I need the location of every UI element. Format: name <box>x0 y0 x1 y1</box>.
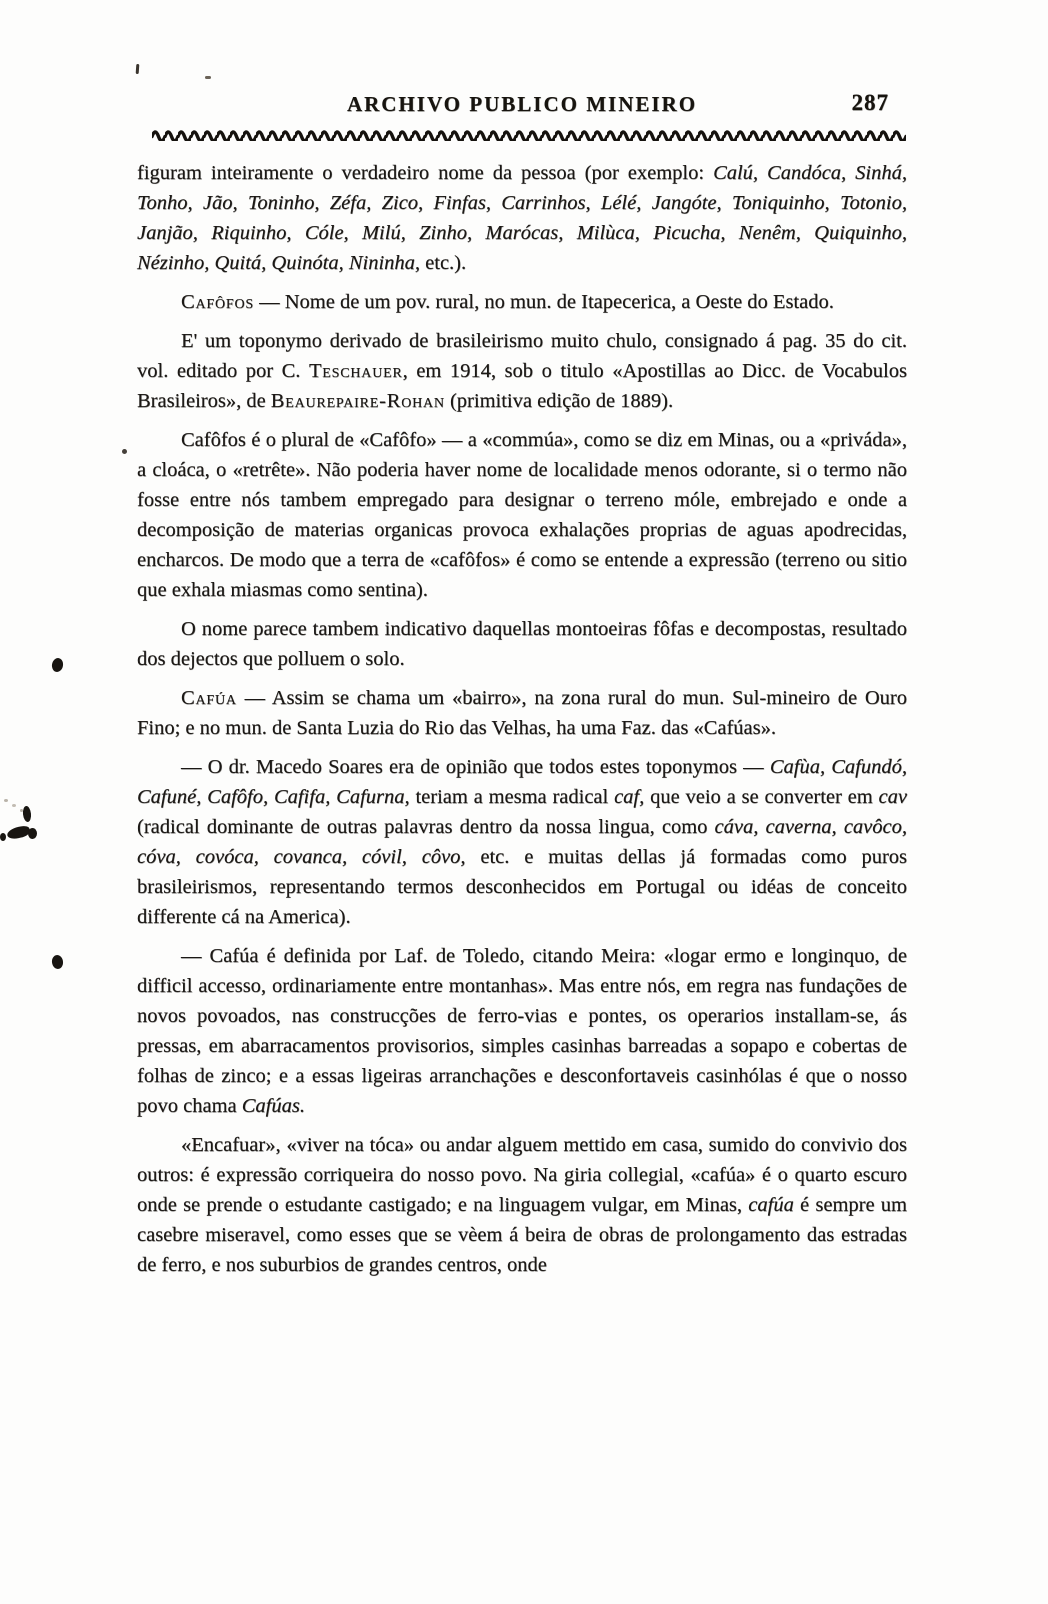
text-segment: Cafúas. <box>241 1095 305 1117</box>
text-segment: — Cafúa é definida por Laf. de Toledo, citando Meira: «logar ermo e longinquo, de difficil accesso, ordinariamente entre montanhas». Mas entre nós, em regra nas fundações de novos povoados, nas construcções de ferro-vias e pontes, os operarios installam-se, ás pressas, em abarracamentos provisorios, simples casinhas barreadas a sopapo e cobertas de folhas de zinco; e a essas ligeiras arranchações e desconfortaveis casinhólas é que o nosso povo chama <box>137 945 907 1117</box>
page-number: 287 <box>851 90 889 115</box>
ink-speck <box>4 799 8 802</box>
paragraph <box>137 614 907 674</box>
text-segment: , em 1914, sob o titulo «Apostillas ao Dicc. de Vocabulos Brasileiros», de <box>137 360 907 412</box>
paragraph <box>137 158 907 278</box>
text-segment: Teschauer <box>308 360 403 382</box>
text-segment: (radical dominante de outras palavras dentro da nossa lingua, como <box>137 816 715 838</box>
ink-blot <box>22 806 32 823</box>
text-segment: Cafôfos <box>181 291 254 313</box>
paragraph <box>137 287 907 317</box>
text-segment: Cafúa <box>181 687 237 709</box>
text-segment: — Assim se chama um «bairro», na zona rural do mun. Sul-mineiro de Ouro Fino; e no mun. de Santa Luzia do Rio das Velhas, ha uma Faz. das «Cafúas». <box>137 687 907 739</box>
text-segment: caf, <box>614 786 645 808</box>
ink-blot <box>51 954 64 969</box>
text-segment: que veio a se converter em <box>644 786 879 808</box>
text-segment: cáva, caverna, cavôco, cóva, covóca, covanca, cóvil, côvo, <box>137 816 907 868</box>
ink-blot <box>0 833 6 841</box>
paragraph <box>137 1130 907 1280</box>
page-title: ARCHIVO PUBLICO MINEIRO <box>346 92 698 116</box>
text-segment: Cafùa, Cafundó, Cafuné, Cafôfo, Cafifa, Cafurna, <box>137 756 908 808</box>
text-segment: — O dr. Macedo Soares era de opinião que todos estes toponymos — <box>181 756 770 778</box>
text-segment: etc. e muitas dellas já formadas como puros brasileirismos, representando termos desconhecidos em Portugal ou idéas de conceito differente cá na America). <box>137 846 907 928</box>
ink-blot <box>51 657 64 673</box>
text-block <box>137 158 907 1280</box>
ink-speck <box>12 804 16 807</box>
text-segment: figuram inteiramente o verdadeiro nome da pessoa (por exemplo: <box>137 162 714 184</box>
text-segment: é sempre um casebre miseravel, como esses que se vèem á beira de obras de prolongamento das estradas de ferro, e nos suburbios de grandes centros, onde <box>137 1194 907 1276</box>
text-segment: O nome parece tambem indicativo daquellas montoeiras fôfas e decompostas, resultado dos dejectos que polluem o solo. <box>137 618 907 670</box>
paragraph <box>137 683 907 743</box>
paragraph <box>137 326 907 416</box>
text-segment: E' um toponymo derivado de brasileirismo muito chulo, consignado á pag. 35 do cit. vol. editado por C. <box>137 330 907 382</box>
ink-speck <box>136 64 140 74</box>
text-segment: etc.). <box>420 252 467 274</box>
ink-blot <box>28 828 37 839</box>
paragraph <box>137 752 907 932</box>
ink-speck <box>122 449 127 454</box>
text-segment: «Encafuar», «viver na tóca» ou andar alguem mettido em casa, sumido do convivio dos outros: é expressão corriqueira do nosso povo. Na giria collegial, «cafúa» é o quarto escuro onde se prende o estudante castigado; e na linguagem vulgar, em Minas, <box>137 1134 907 1216</box>
paragraph <box>137 425 907 605</box>
running-head <box>137 92 907 124</box>
text-segment: Calú, Candóca, Sinhá, Tonho, Jão, Toninho, Zéfa, Zico, Finfas, Carrinhos, Lélé, Jangóte, Toniquinho, Totonio, Janjão, Riquinho, Cóle, Milú, Zinho, Marócas, Milùca, Picucha, Nenêm, Quiquinho, Nézinho, Quitá, Quinóta, Nininha, <box>137 162 907 274</box>
wavy-divider-rule <box>152 127 906 141</box>
paragraph <box>137 941 907 1121</box>
text-segment: Cafôfos é o plural de «Cafôfo» — a «commúa», como se diz em Minas, ou a «priváda», a cloáca, o «retrête». Não poderia haver nome de localidade menos odorante, si o termo não fosse entre nós tambem empregado para designar o terreno móle, embrejado e onde a decomposição de materias organicas provoca exhalações proprias de aguas apodrecidas, encharcos. De modo que a terra de «cafôfos» é como se entende a expressão (terreno ou sitio que exhala miasmas como sentina). <box>137 429 907 601</box>
text-segment: — Nome de um pov. rural, no mun. de Itapecerica, a Oeste do Estado. <box>253 291 834 313</box>
text-segment: teriam a mesma radical <box>409 786 615 808</box>
text-segment: Beaurepaire-Rohan <box>270 390 445 412</box>
text-segment: (primitiva edição de 1889). <box>444 390 674 412</box>
text-segment: cafúa <box>748 1194 794 1216</box>
ink-speck <box>205 76 211 79</box>
ink-speck <box>20 809 23 812</box>
text-segment: cav <box>878 786 907 808</box>
